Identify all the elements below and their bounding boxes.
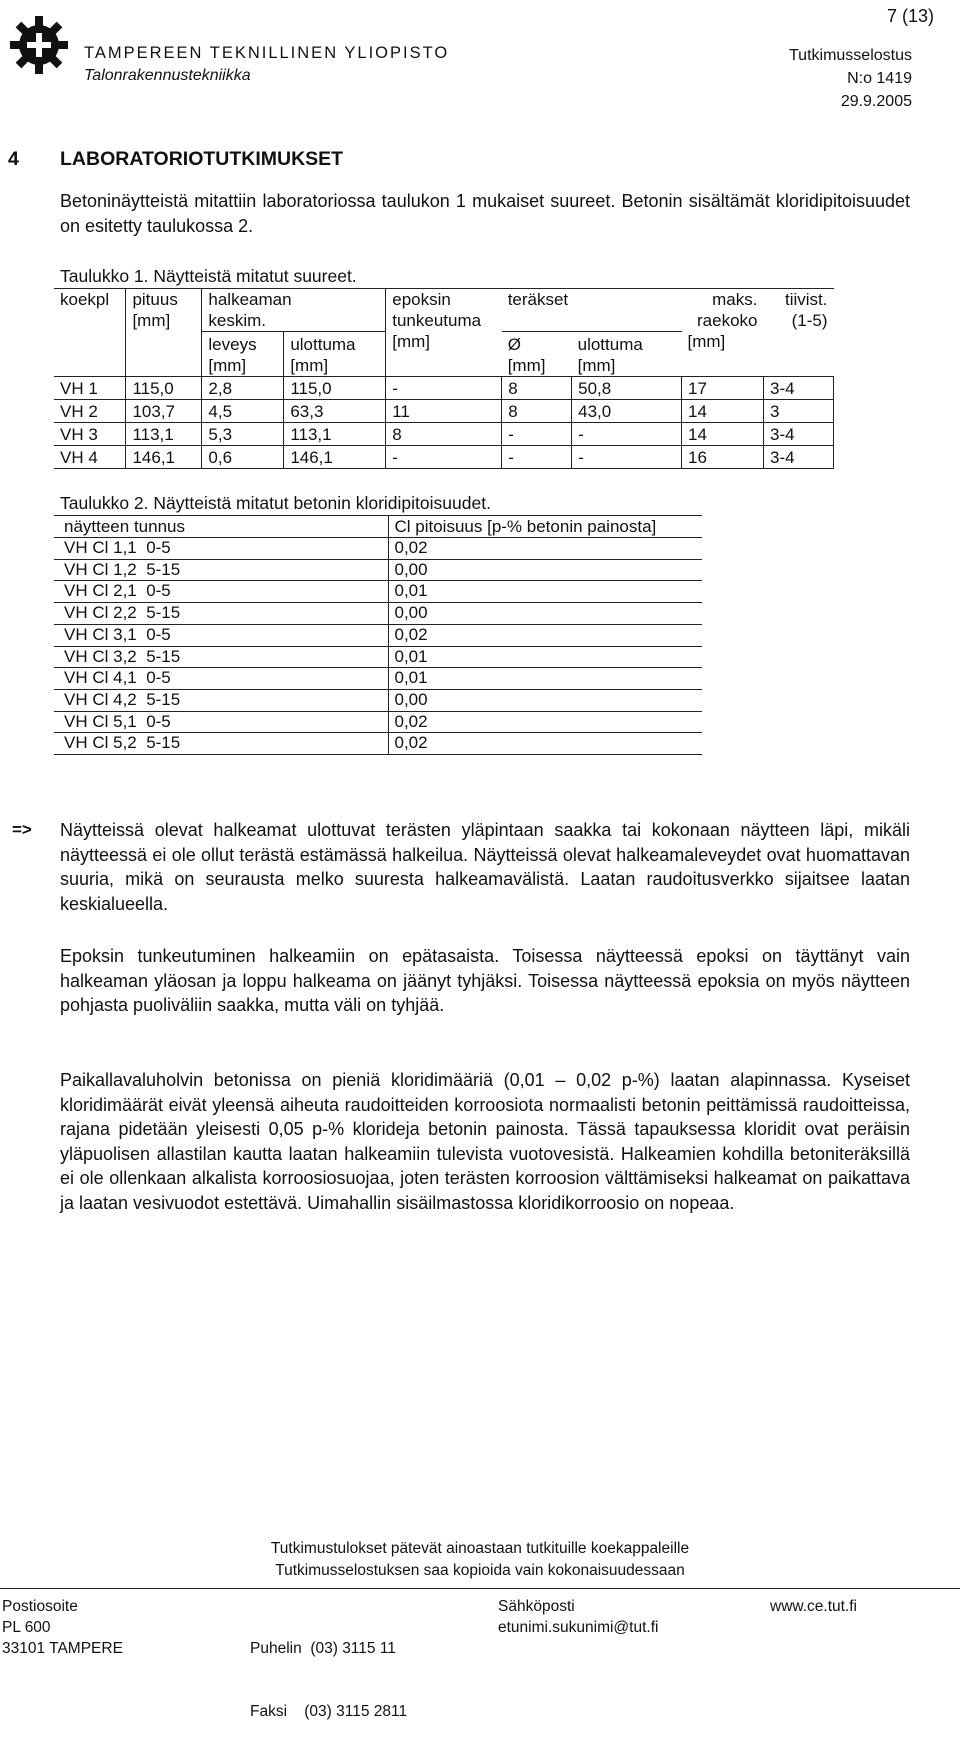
table2-row [54,538,702,560]
table1-cell: 50,8 [572,377,682,400]
table1-cell: VH 1 [54,377,126,400]
table1-cell: 146,1 [284,446,386,469]
sample-id-cell: VH Cl 4,2 5-15 [54,689,388,711]
address-label: Postiosoite [2,1598,78,1615]
table1-cell: 17 [682,377,764,400]
table1-cell: 115,0 [126,377,202,400]
report-number: N:o 1419 [847,70,912,87]
cl-value-cell: 0,02 [388,733,702,755]
university-logo-icon [8,14,70,76]
cl-value-cell: 0,01 [388,668,702,690]
sample-id-cell: VH Cl 5,1 0-5 [54,711,388,733]
table1-cell: - [386,446,502,469]
section-heading [8,148,343,171]
table1-cell: 8 [386,423,502,446]
table1-cell: 3 [763,400,833,423]
table2-row [54,711,702,733]
table2-row [54,733,702,755]
address-box: PL 600 [2,1619,51,1636]
footer-address [2,1596,123,1659]
table1-cell: VH 4 [54,446,126,469]
sample-id-cell: VH Cl 1,2 5-15 [54,559,388,581]
th-raekoko: maks. raekoko [mm] [682,289,764,377]
table1-cell: 113,1 [126,423,202,446]
footer-email [498,1596,658,1638]
conclusion-arrow: => [12,820,32,839]
th-epoksin: epoksin tunkeutuma [mm] [386,289,502,377]
report-type: Tutkimusselostus [789,47,912,64]
table2-row [54,559,702,581]
website-link[interactable]: www.ce.tut.fi [770,1598,857,1615]
th-leveys: leveys [mm] [202,332,284,377]
table2-caption: Taulukko 2. Näytteistä mitatut betonin kloridipitoisuudet. [60,493,491,513]
th-pituus: pituus [mm] [126,289,202,377]
table1-cell: 8 [502,400,572,423]
report-date: 29.9.2005 [840,93,912,110]
table1-cell: VH 3 [54,423,126,446]
table1-cell: 115,0 [284,377,386,400]
table1-cell: 8 [502,377,572,400]
table1-cell: 2,8 [202,377,284,400]
footer-phone [250,1596,407,1743]
table2-row [54,581,702,603]
cl-value-cell: 0,02 [388,538,702,560]
table1-row [54,423,834,446]
intro-paragraph: Betoninäytteistä mitattiin laboratoriossa taulukon 1 mukaiset suureet. Betonin sisältämät kloridipitoisuudet on esitetty taulukossa 2. [60,191,910,236]
cl-value-cell: 0,01 [388,646,702,668]
paragraph-1: Näytteissä olevat halkeamat ulottuvat terästen yläpintaan saakka tai kokonaan näytteen läpi, mikäli näytteessä ei ole ollut terästä estämässä halkeilua. Näytteissä olevat halkeamaleveydet ovat huomattavan suuria, mikä on seurausta melko suuresta halkeamavälistä. Laatan raudoitusverkko sijaitsee laatan keskialueella. [60,820,910,914]
paragraph-3: Paikallavaluholvin betonissa on pieniä kloridimääriä (0,01 – 0,02 p-%) laatan alapinnassa. Kyseiset kloridimäärät eivät yleensä aiheuta raudoitteiden korroosiota normaalisti betonin peittämissä raudoitteissa, rajana pidetään yleisesti 0,05 p-% klorideja betonin painosta. Tässä tapauksessa kloridit ovat peräisin yläpuolisen allastilan kautta laatan halkeamiin tulevista vuotovesistä. Halkeamien kohdilla betoniteräksillä ei ole ollenkaan alkalista korroosiosuojaa, joten terästen korroosion välttämiseksi halkeamat on paikattava ja laatan vesivuodot estettävä. Uimahallin sisäilmastossa kloridikorroosio on nopeaa. [60,1070,910,1213]
table1-cell: 0,6 [202,446,284,469]
footer-divider [0,1588,960,1589]
table1-cell: 113,1 [284,423,386,446]
sample-id-cell: VH Cl 4,1 0-5 [54,668,388,690]
department-name: Talonrakennustekniikka [84,67,251,84]
table1-cell: 14 [682,400,764,423]
th-tiivist: tiivist. (1-5) [763,289,833,377]
fax: Faksi (03) 3115 2811 [250,1703,408,1720]
sample-id-cell: VH Cl 2,1 0-5 [54,581,388,603]
table1-cell: - [502,423,572,446]
table1-cell: 4,5 [202,400,284,423]
sample-id-cell: VH Cl 1,1 0-5 [54,538,388,560]
table2 [54,515,702,755]
table1-cell: 14 [682,423,764,446]
email-label: Sähköposti [498,1598,575,1615]
sample-id-cell: VH Cl 3,2 5-15 [54,646,388,668]
table1-caption: Taulukko 1. Näytteistä mitatut suureet. [60,266,357,286]
cl-value-cell: 0,02 [388,624,702,646]
table2-row [54,603,702,625]
footnote-line-2: Tutkimusselostuksen saa kopioida vain kokonaisuudessaan [275,1562,685,1579]
cl-value-cell: 0,02 [388,711,702,733]
table1-cell: 3-4 [763,423,833,446]
sample-id-cell: VH Cl 5,2 5-15 [54,733,388,755]
email-link[interactable]: etunimi.sukunimi@tut.fi [498,1619,659,1636]
university-name: TAMPEREEN TEKNILLINEN YLIOPISTO [84,44,450,62]
cl-value-cell: 0,01 [388,581,702,603]
table1-cell: 43,0 [572,400,682,423]
phone: Puhelin (03) 3115 11 [250,1640,396,1657]
th-cl-content: Cl pitoisuus [p-% betonin painosta] [388,516,702,538]
table1-cell: - [572,446,682,469]
paragraph-2: Epoksin tunkeutuminen halkeamiin on epätasaista. Toisessa näytteessä epoksi on täyttänyt vain halkeaman yläosan ja loppu halkeama on jäänyt tyhjäksi. Toisessa näytteessä epoksia on myös näytteen pohjasta puoliväliin saakka, mutta väli on tyhjää. [60,946,910,1015]
table2-row [54,689,702,711]
table1-cell: 3-4 [763,446,833,469]
table1-row [54,377,834,400]
table1-cell: VH 2 [54,400,126,423]
cl-value-cell: 0,00 [388,603,702,625]
table1-cell: 11 [386,400,502,423]
th-diameter: Ø [mm] [502,332,572,377]
section-title: LABORATORIOTUTKIMUKSET [60,148,344,170]
table2-row [54,646,702,668]
th-ulottuma: ulottuma [mm] [284,332,386,377]
table1-cell: 103,7 [126,400,202,423]
table1-cell: 5,3 [202,423,284,446]
table2-row [54,668,702,690]
sample-id-cell: VH Cl 3,1 0-5 [54,624,388,646]
cl-value-cell: 0,00 [388,559,702,581]
table1-cell: - [502,446,572,469]
page-number: 7 (13) [886,6,934,26]
footnote-line-1: Tutkimustulokset pätevät ainoastaan tutkituille koekappaleille [270,1540,690,1557]
table1-cell: 146,1 [126,446,202,469]
th-terakset: teräkset [502,289,682,332]
address-city: 33101 TAMPERE [2,1640,123,1657]
table1-cell: - [572,423,682,446]
table1-cell: 16 [682,446,764,469]
table1-cell: 3-4 [763,377,833,400]
th-halkeaman: halkeaman keskim. [202,289,386,332]
th-sample-id: näytteen tunnus [54,516,388,538]
footnote [0,1538,960,1582]
report-meta [789,44,912,113]
section-number: 4 [8,148,19,170]
table1-row [54,400,834,423]
table1-cell: - [386,377,502,400]
table1 [54,288,834,469]
table1-cell: 63,3 [284,400,386,423]
th-ter-ulottuma: ulottuma [mm] [572,332,682,377]
table1-row [54,446,834,469]
table2-row [54,624,702,646]
cl-value-cell: 0,00 [388,689,702,711]
th-koekpl: koekpl [54,289,126,377]
sample-id-cell: VH Cl 2,2 5-15 [54,603,388,625]
